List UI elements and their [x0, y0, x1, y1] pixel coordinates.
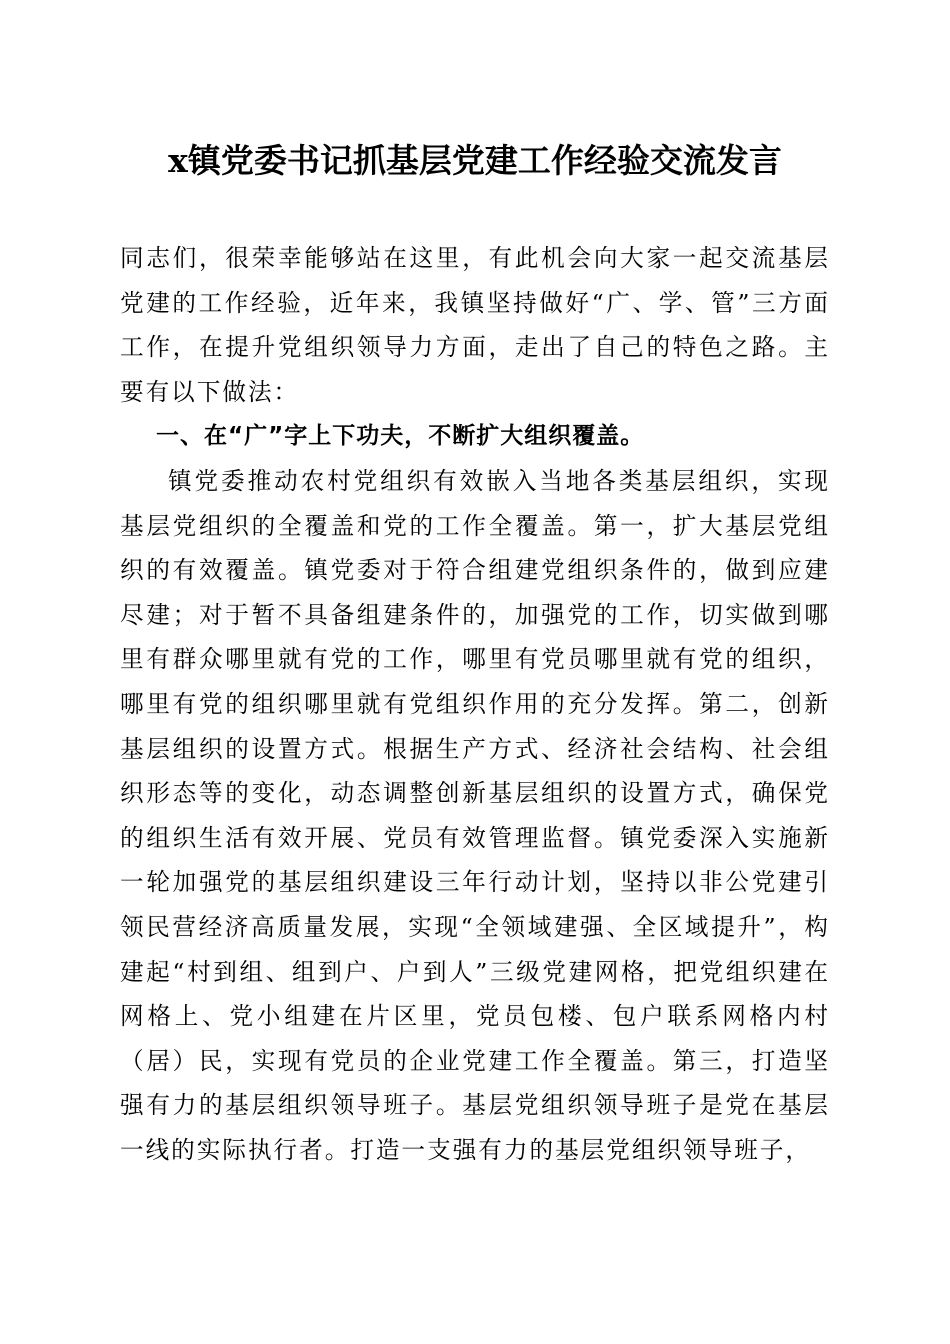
section-heading: 一、在“广”字上下功夫，不断扩大组织覆盖。	[156, 423, 645, 450]
document-title: x镇党委书记抓基层党建工作经验交流发言	[168, 141, 782, 180]
section-body-paragraph: 镇党委推动农村党组织有效嵌入当地各类基层组织，实现基层党组织的全覆盖和党的工作全覆盖。第一，扩大基层党组织的有效覆盖。镇党委对于符合组建党组织条件的，做到应建尽建；对于暂不具备组建条件的，加强党的工作，切实做到哪里有群众哪里就有党的工作，哪里有党员哪里就有党的组织，哪里有党的组织哪里就有党组织作用的充分发挥。第二，创新基层组织的设置方式。根据生产方式、经济社会结构、社会组织形态等的变化，动态调整创新基层组织的设置方式，确保党的组织生活有效开展、党员有效管理监督。镇党委深入实施新一轮加强党的基层组织建设三年行动计划，坚持以非公党建引领民营经济高质量发展，实现“全领域建强、全区域提升”，构建起“村到组、组到户、户到人”三级党建网格，把党组织建在网格上、党小组建在片区里，党员包楼、包户联系网格内村（居）民，实现有党员的企业党建工作全覆盖。第三，打造坚强有力的基层组织领导班子。基层党组织领导班子是党在基层一线的实际执行者。打造一支强有力的基层党组织领导班子，	[120, 466, 830, 1164]
document-body	[120, 236, 830, 1172]
intro-paragraph: 同志们，很荣幸能够站在这里，有此机会向大家一起交流基层党建的工作经验，近年来，我镇坚持做好“广、学、管”三方面工作，在提升党组织领导力方面，走出了自己的特色之路。主要有以下做法：	[120, 244, 830, 406]
